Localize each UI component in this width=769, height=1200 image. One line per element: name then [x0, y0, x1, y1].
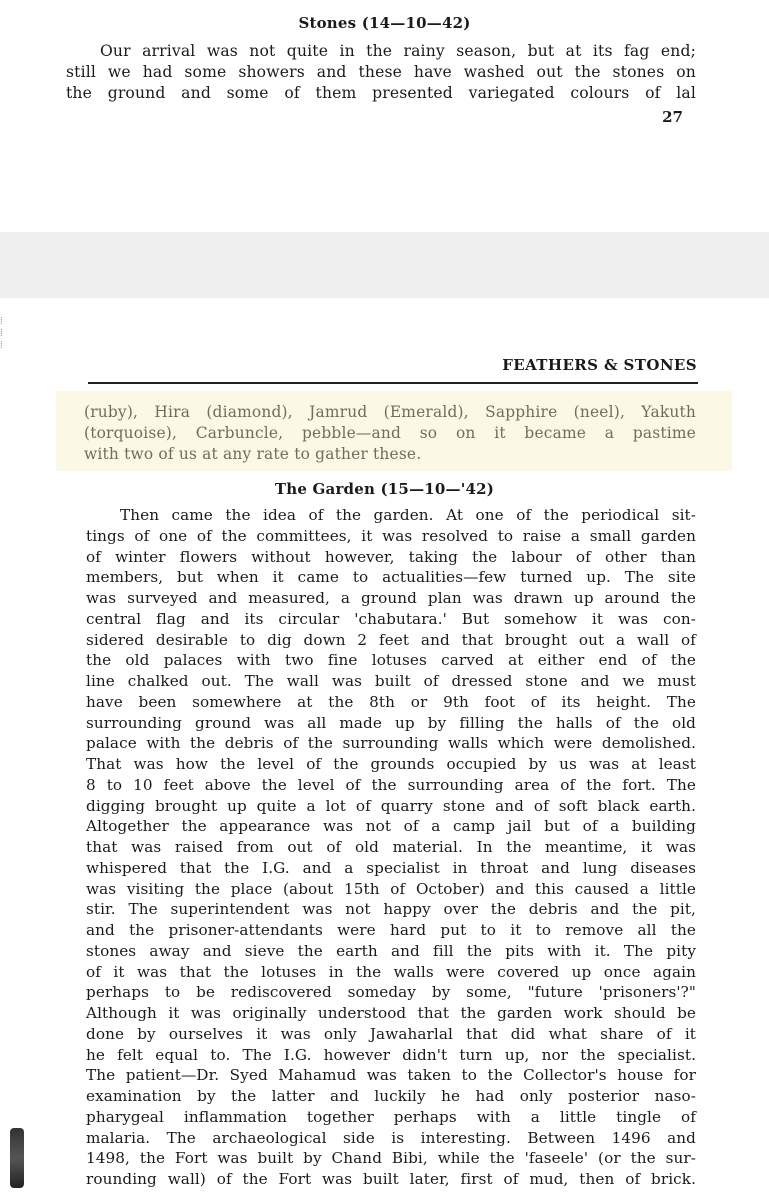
body-line: The patient—Dr. Syed Mahamud was taken to the Collector's house for [86, 1066, 696, 1085]
paragraph-line: still we had some showers and these have washed out the stones on [66, 62, 696, 81]
body-line: 1498, the Fort was built by Chand Bibi, while the 'faseele' (or the sur- [86, 1149, 696, 1168]
highlighted-line: with two of us at any rate to gather these. [84, 445, 422, 463]
top-page [0, 0, 769, 232]
highlighted-paragraph [84, 402, 696, 465]
body-line: done by ourselves it was only Jawaharlal that did what share of it [86, 1024, 696, 1043]
body-line: palace with the debris of the surrounding walls which were demolished. [86, 734, 696, 753]
section-heading-stones: Stones (14—10—42) [298, 14, 471, 32]
body-line: members, but when it came to actualities—few turned up. The site [86, 568, 696, 587]
body-line: central flag and its circular 'chabutara.' But somehow it was con- [86, 609, 696, 628]
bottom-page [0, 298, 769, 1200]
body-line: pharygeal inflammation together perhaps with a little tingle of [86, 1107, 696, 1126]
scan-margin-mark: ⁞ ⁞ ⁞ [0, 316, 3, 351]
body-line: rounding wall) of the Fort was built later, first of mud, then of brick. [86, 1170, 696, 1188]
highlighted-line: (ruby), Hira (diamond), Jamrud (Emerald), Sapphire (neel), Yakuth [84, 403, 696, 421]
body-line: digging brought up quite a lot of quarry stone and of soft black earth. [86, 796, 696, 815]
paragraph-line: the ground and some of them presented variegated colours of lal [66, 83, 696, 102]
body-line: whispered that the I.G. and a specialist in throat and lung diseases [86, 858, 696, 877]
body-line: he felt equal to. The I.G. however didn't turn up, nor the specialist. [86, 1045, 696, 1064]
body-line: stones away and sieve the earth and fill the pits with it. The pity [86, 941, 696, 960]
body-line: of it was that the lotuses in the walls were covered up once again [86, 962, 696, 981]
page-number: 27 [662, 108, 683, 126]
highlighted-line: (torquoise), Carbuncle, pebble—and so on it became a pastime [84, 424, 696, 442]
body-line: Although it was originally understood that the garden work should be [86, 1004, 696, 1022]
body-line: surrounding ground was all made up by filling the halls of the old [86, 713, 696, 732]
body-line: examination by the latter and luckily he had only posterior naso- [86, 1087, 696, 1105]
body-line: of winter flowers without however, taking the labour of other than [86, 547, 696, 566]
body-line: Then came the idea of the garden. At one of the periodical sit- [120, 506, 696, 524]
body-line: was surveyed and measured, a ground plan was drawn up around the [86, 589, 696, 607]
body-line: sidered desirable to dig down 2 feet and that brought out a wall of [86, 630, 696, 649]
body-line: stir. The superintendent was not happy over the debris and the pit, [86, 900, 696, 919]
body-line: was visiting the place (about 15th of October) and this caused a little [86, 879, 696, 898]
body-line: and the prisoner-attendants were hard put to it to remove all the [86, 921, 696, 939]
body-line: tings of one of the committees, it was resolved to raise a small garden [86, 526, 696, 545]
body-line: the old palaces with two fine lotuses carved at either end of the [86, 651, 696, 670]
section-heading-garden: The Garden (15—10—'42) [274, 480, 495, 498]
header-rule [88, 382, 698, 384]
paragraph-line: Our arrival was not quite in the rainy season, but at its fag end; [100, 42, 696, 60]
body-line: have been somewhere at the 8th or 9th foot of its height. The [86, 692, 696, 711]
body-line: That was how the level of the grounds occupied by us was at least [86, 755, 696, 773]
body-line: malaria. The archaeological side is interesting. Between 1496 and [86, 1128, 696, 1147]
running-head: FEATHERS & STONES [502, 356, 697, 374]
body-line: that was raised from out of old material. In the meantime, it was [86, 838, 696, 856]
body-line: Altogether the appearance was not of a camp jail but of a building [86, 817, 696, 836]
scan-binding-smudge [10, 1128, 24, 1188]
body-line: perhaps to be rediscovered someday by some, "future 'prisoners'?" [86, 983, 696, 1002]
garden-paragraph [86, 505, 696, 1190]
body-line: 8 to 10 feet above the level of the surrounding area of the fort. The [86, 775, 696, 794]
body-line: line chalked out. The wall was built of dressed stone and we must [86, 672, 696, 690]
stones-paragraph [66, 41, 696, 104]
page-divider [0, 232, 769, 298]
